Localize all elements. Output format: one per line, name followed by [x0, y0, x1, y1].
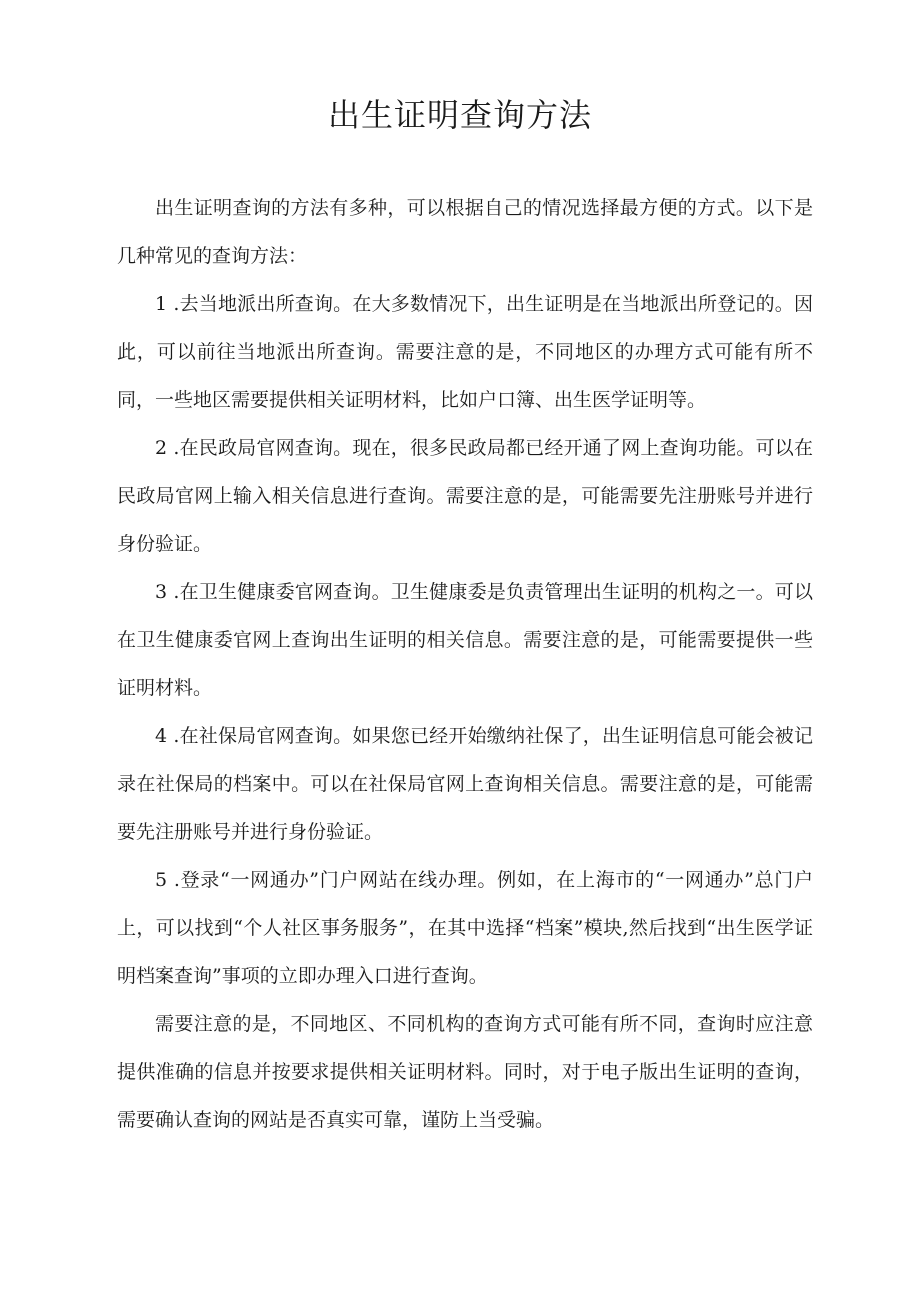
paragraph-method-2: 2 .在民政局官网查询。现在，很多民政局都已经开通了网上查询功能。可以在民政局官网上输入相关信息进行查询。需要注意的是，可能需要先注册账号并进行身份验证。	[117, 437, 813, 555]
paragraph-method-3: 3 .在卫生健康委官网查询。卫生健康委是负责管理出生证明的机构之一。可以在卫生健康委官网上查询出生证明的相关信息。需要注意的是，可能需要提供一些证明材料。	[117, 581, 813, 699]
paragraph-note: 需要注意的是，不同地区、不同机构的查询方式可能有所不同，查询时应注意提供准确的信息并按要求提供相关证明材料。同时，对于电子版出生证明的查询，需要确认查询的网站是否真实可靠，谨防上当受骗。	[117, 1013, 813, 1131]
paragraph-intro: 出生证明查询的方法有多种，可以根据自己的情况选择最方便的方式。以下是几种常见的查询方法：	[117, 197, 813, 267]
document-body	[117, 184, 813, 1144]
paragraph-method-5: 5 .登录“一网通办”门户网站在线办理。例如，在上海市的“一网通办”总门户上，可以找到“个人社区事务服务”，在其中选择“档案”模块,然后找到“出生医学证明档案查询”事项的立即办理入口进行查询。	[117, 869, 813, 987]
paragraph-method-1: 1 .去当地派出所查询。在大多数情况下，出生证明是在当地派出所登记的。因此，可以前往当地派出所查询。需要注意的是，不同地区的办理方式可能有所不同，一些地区需要提供相关证明材料，比如户口簿、出生医学证明等。	[117, 293, 813, 411]
document-title: 出生证明查询方法	[327, 96, 592, 134]
paragraph-method-4: 4 .在社保局官网查询。如果您已经开始缴纳社保了，出生证明信息可能会被记录在社保局的档案中。可以在社保局官网上查询相关信息。需要注意的是，可能需要先注册账号并进行身份验证。	[117, 725, 813, 843]
